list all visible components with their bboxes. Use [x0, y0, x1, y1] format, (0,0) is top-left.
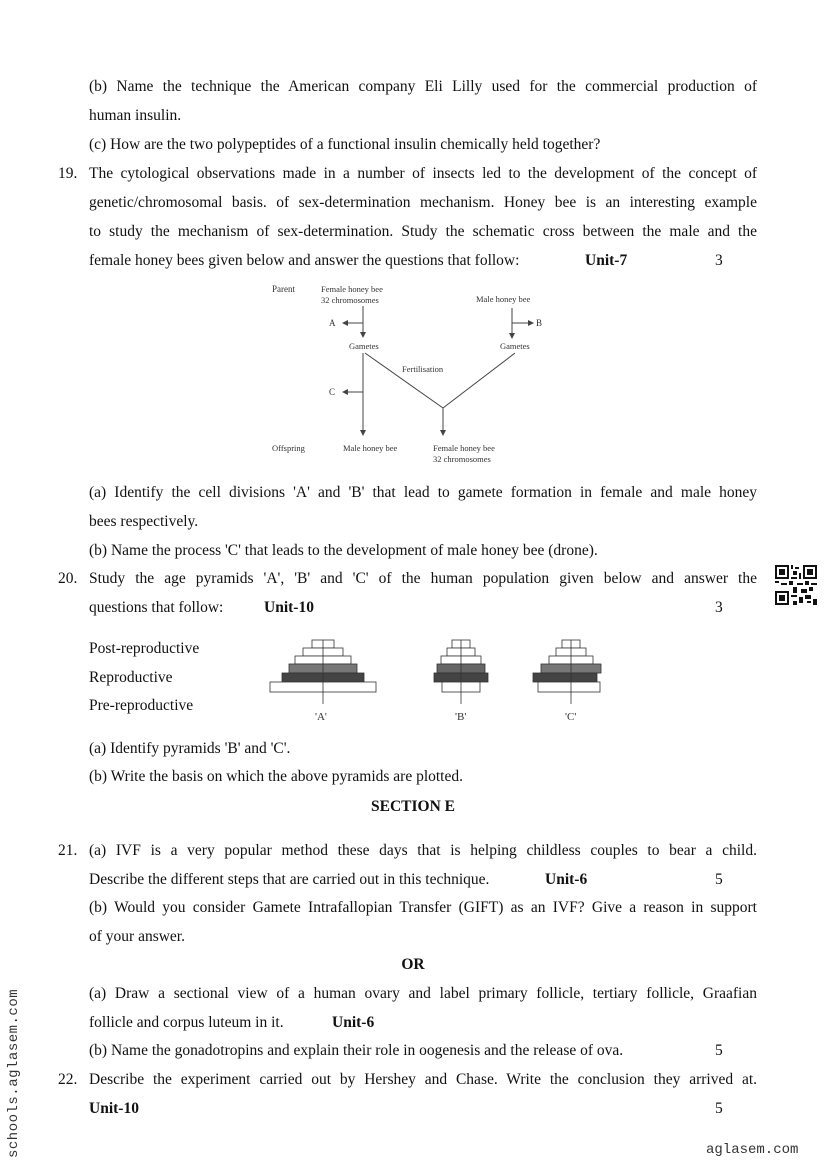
q19-marks: 3 — [715, 252, 723, 269]
pyramid-c-label: 'C' — [565, 711, 577, 723]
q19-a-line1: (a) Identify the cell divisions 'A' and 'B' that lead to gamete formation in female and male honey — [89, 484, 757, 501]
q19-line4: female honey bees given below and answer the questions that follow: — [89, 252, 520, 269]
q19-b: (b) Name the process 'C' that leads to the development of male honey bee (drone). — [89, 542, 598, 559]
q18-b-line2: human insulin. — [89, 107, 182, 124]
q18-b-line1: (b) Name the technique the American company Eli Lilly used for the commercial production of — [89, 78, 757, 95]
or-separator: OR — [401, 956, 425, 973]
pyramid-a-label: 'A' — [315, 711, 327, 723]
right-fertilisation-line — [443, 353, 515, 408]
pyramid-b-label: 'B' — [455, 711, 467, 723]
q22-line1: Describe the experiment carried out by Hershey and Chase. Write the conclusion they arrived at. — [89, 1071, 757, 1088]
diagram-label-a: A — [329, 318, 336, 328]
q19-unit: Unit-7 — [585, 252, 628, 269]
q20-unit: Unit-10 — [264, 599, 314, 616]
diagram-label-b: B — [536, 318, 543, 328]
q19-number: 19. — [58, 165, 78, 182]
diagram-gametes-left: Gametes — [349, 341, 379, 351]
diagram-female-offspring-chromosomes: 32 chromosomes — [433, 454, 491, 464]
q20-b: (b) Write the basis on which the above pyramids are plotted. — [89, 768, 463, 785]
q20-line1: Study the age pyramids 'A', 'B' and 'C' of the human population given below and answer the — [89, 570, 757, 587]
diagram-label-c: C — [329, 387, 336, 397]
q21-a-line1: (a) IVF is a very popular method these days that is helping childless couples to bear a child. — [89, 842, 757, 859]
diagram-female-chromosomes: 32 chromosomes — [321, 295, 379, 305]
q21-alt-b: (b) Name the gonadotropins and explain their role in oogenesis and the release of ova. — [89, 1042, 624, 1059]
q21-number: 21. — [58, 842, 78, 859]
q21-marks2: 5 — [715, 1042, 723, 1059]
q20-a: (a) Identify pyramids 'B' and 'C'. — [89, 740, 291, 757]
q21-unit1: Unit-6 — [545, 871, 588, 888]
q19-line2: genetic/chromosomal basis. of sex-determination mechanism. Honey bee is an interesting example — [89, 194, 757, 211]
q21-alt-a-line2: follicle and corpus luteum in it. — [89, 1014, 284, 1031]
side-watermark: schools.aglasem.com — [6, 988, 22, 1158]
q20-marks: 3 — [715, 599, 723, 616]
q21-alt-a-line1: (a) Draw a sectional view of a human ovary and label primary follicle, tertiary follicle, Graafian — [89, 985, 757, 1002]
left-fertilisation-line — [365, 353, 443, 408]
qr-code — [775, 565, 817, 605]
q22-number: 22. — [58, 1071, 78, 1088]
q20-line2: questions that follow: — [89, 599, 224, 616]
q22-unit: Unit-10 — [89, 1100, 139, 1117]
q19-a-line2: bees respectively. — [89, 513, 199, 530]
age-pyramids-figure — [265, 638, 605, 726]
diagram-parent-label: Parent — [272, 284, 295, 294]
q21-unit2: Unit-6 — [332, 1014, 375, 1031]
q18-c: (c) How are the two polypeptides of a functional insulin chemically held together? — [89, 136, 601, 153]
q21-a-line2: Describe the different steps that are carried out in this technique. — [89, 871, 490, 888]
pyramid-c — [533, 640, 601, 704]
diagram-female-offspring: Female honey bee — [433, 443, 495, 453]
pyramid-label-reproductive: Reproductive — [89, 669, 173, 686]
pyramid-a — [270, 640, 376, 704]
diagram-male-offspring: Male honey bee — [343, 443, 398, 453]
q21-b-line2: of your answer. — [89, 928, 185, 945]
diagram-male-parent: Male honey bee — [476, 294, 531, 304]
honey-bee-cross-diagram — [265, 280, 565, 470]
diagram-offspring-label: Offspring — [272, 443, 305, 453]
section-e-heading: SECTION E — [371, 798, 455, 815]
pyramid-label-post: Post-reproductive — [89, 640, 200, 657]
pyramid-b — [434, 640, 488, 704]
diagram-female-parent: Female honey bee — [321, 284, 383, 294]
q21-b-line1: (b) Would you consider Gamete Intrafallopian Transfer (GIFT) as an IVF? Give a reason in support — [89, 899, 757, 916]
q20-number: 20. — [58, 570, 78, 587]
diagram-fertilisation: Fertilisation — [402, 364, 444, 374]
diagram-gametes-right: Gametes — [500, 341, 530, 351]
q21-marks1: 5 — [715, 871, 723, 888]
footer-watermark: aglasem.com — [706, 1142, 799, 1158]
q19-line3: to study the mechanism of sex-determination. Study the schematic cross between the male and the — [89, 223, 757, 240]
pyramid-label-pre: Pre-reproductive — [89, 697, 194, 714]
q22-marks: 5 — [715, 1100, 723, 1117]
q19-line1: The cytological observations made in a number of insects led to the development of the concept of — [89, 165, 757, 182]
